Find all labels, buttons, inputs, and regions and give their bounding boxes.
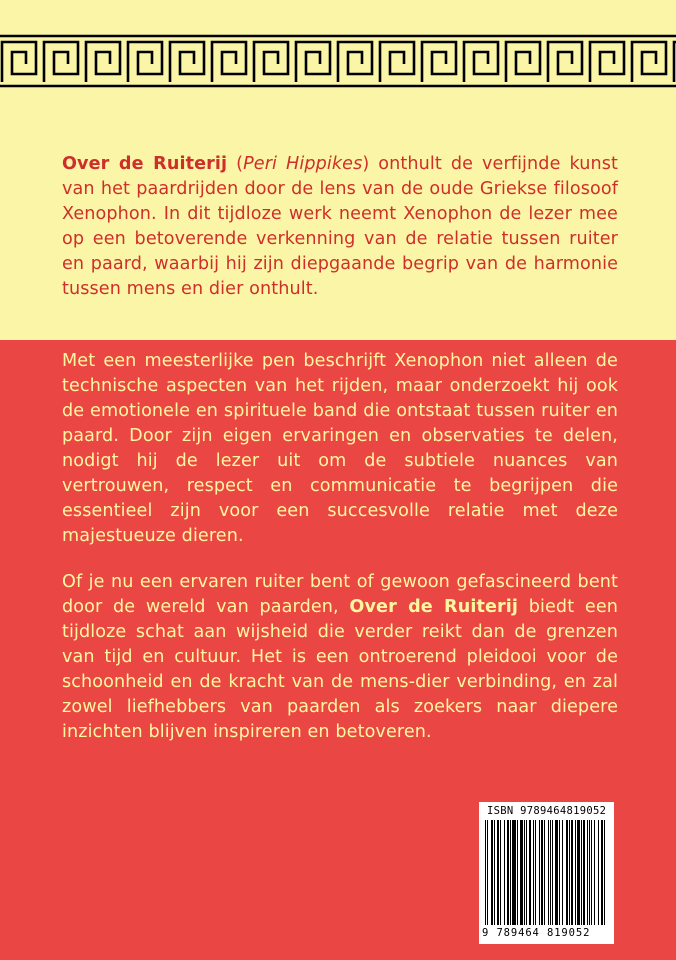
closing-text-start: Of je nu een ervaren ruiter bent of gewoon gefascineerd bent door de wereld van paarden,: [62, 572, 618, 617]
closing-text-end: biedt een tijdloze schat aan wijsheid die verder reikt dan de grenzen van tijd en cultuur. Het is een ontroerend pleidooi voor de schoonheid en de kracht van de mens-dier verbinding, en zal zowel liefhebbers van paarden als zoekers naar diepere inzichten blijven inspireren en betoveren.: [62, 597, 618, 742]
intro-text: ) onthult de verfijnde kunst van het paardrijden door de lens van de oude Griekse filosoof Xenophon. In dit tijdloze werk neemt Xenophon de lezer mee op een betoverende verkenning van de relatie tussen ruiter en paard, waarbij hij zijn diepgaande begrip van de harmonie tussen mens en dier onthult.: [62, 154, 618, 299]
isbn-digits: 9 789464 819052: [482, 927, 591, 939]
isbn-label: ISBN 9789464819052: [487, 805, 607, 817]
book-title: Over de Ruiterij: [62, 154, 228, 174]
book-title-inline: Over de Ruiterij: [349, 597, 519, 617]
greek-meander-border-icon: [0, 34, 676, 88]
intro-paragraph: [62, 152, 618, 302]
paren-open: (: [227, 154, 244, 174]
description-paragraph: Met een meesterlijke pen beschrijft Xenophon niet alleen de technische aspecten van het rijden, maar onderzoekt hij ook de emotionele en spirituele band die ontstaat tussen ruiter en paard. Door zijn eigen ervaringen en observaties te delen, nodigt hij de lezer uit om de subtiele nuances van vertrouwen, respect en communicatie te begrijpen die essentieel zijn voor een succesvolle relatie met deze majestueuze dieren.: [62, 351, 618, 546]
barcode-bars-icon: [485, 820, 608, 928]
closing-paragraph: [62, 570, 618, 745]
book-subtitle: Peri Hippikes: [243, 154, 363, 174]
isbn-barcode: [479, 802, 614, 944]
